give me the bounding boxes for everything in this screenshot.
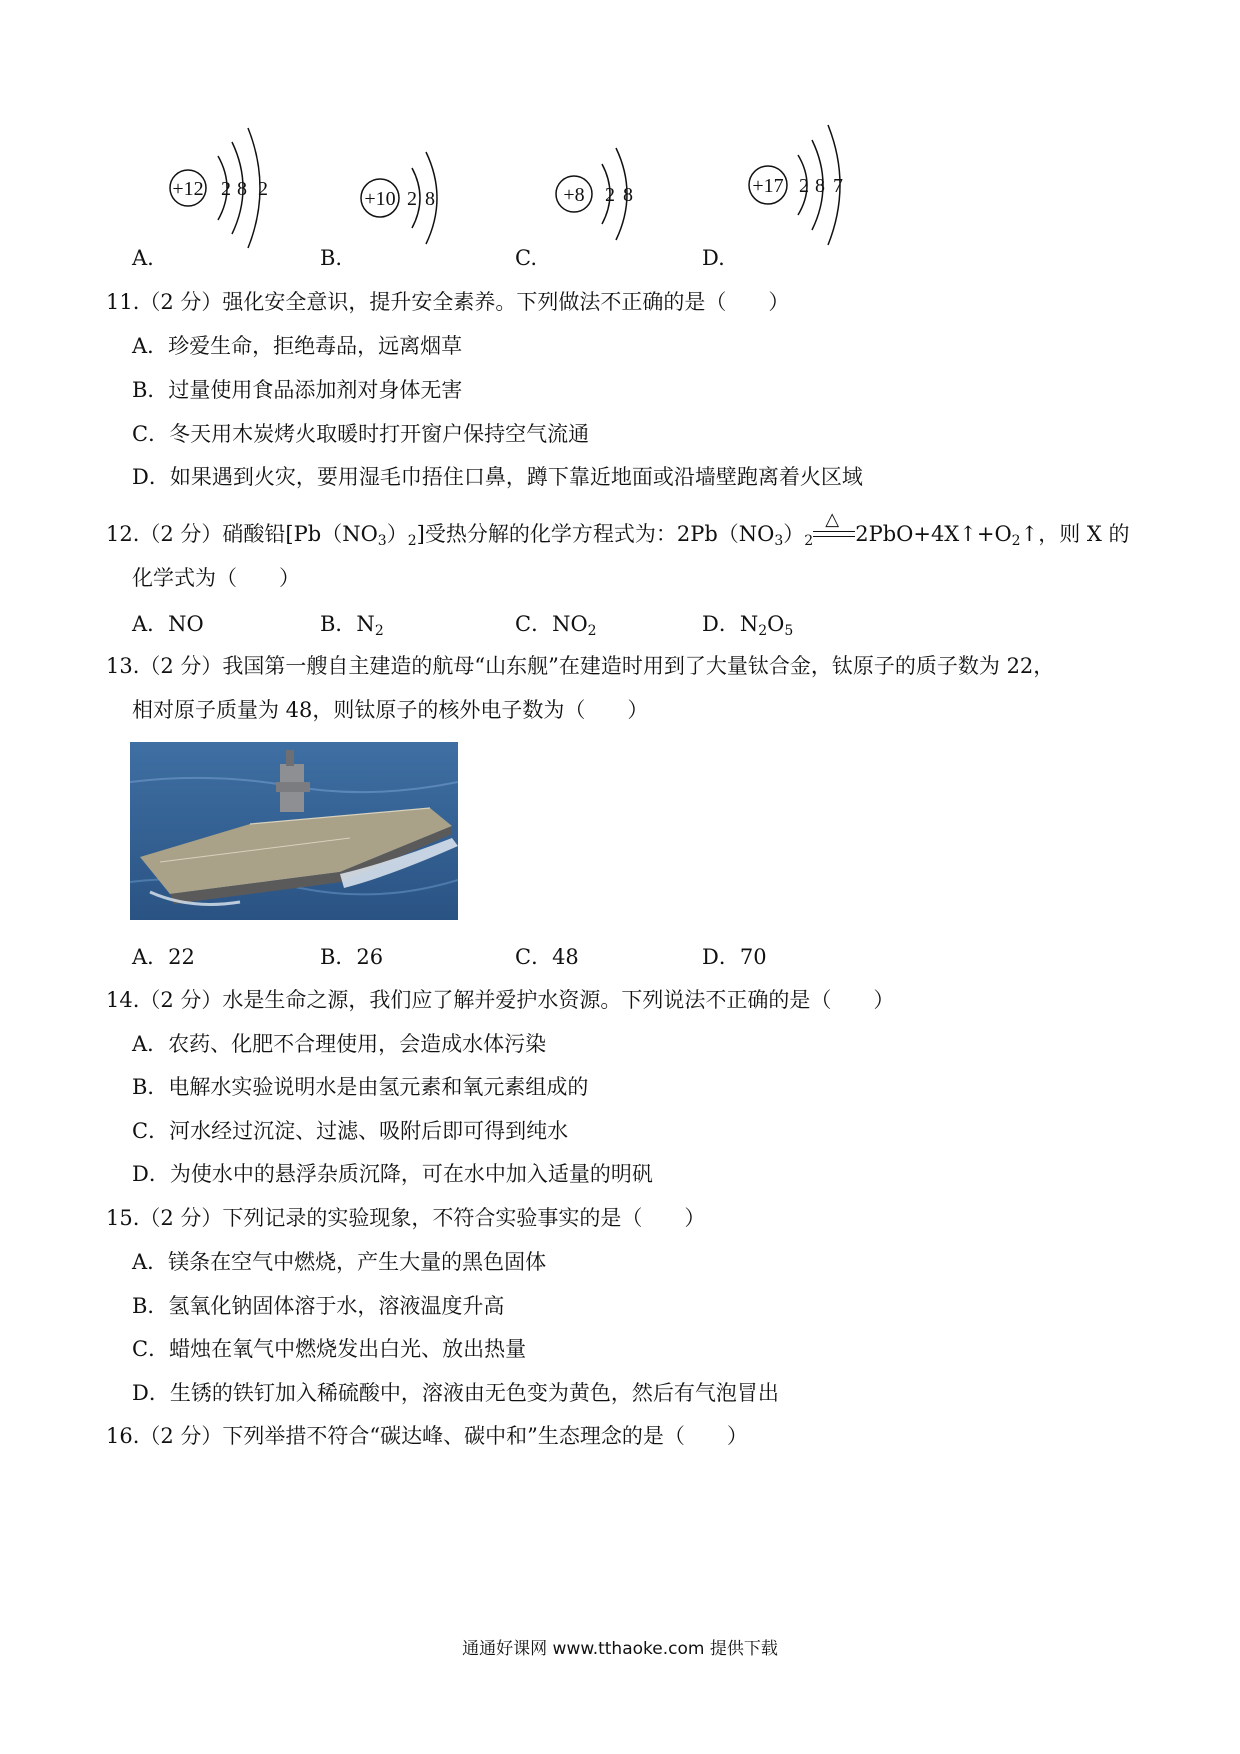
svg-text:+8: +8	[563, 184, 585, 206]
q15-option-a: A．镁条在空气中燃烧，产生大量的黑色固体	[132, 1250, 547, 1274]
q11-option-c: C．冬天用木炭烤火取暖时打开窗户保持空气流通	[132, 422, 590, 446]
q14-stem: 14.（2 分）水是生命之源，我们应了解并爱护水资源。下列说法不正确的是（ ）	[106, 988, 895, 1012]
page-footer: 通通好课网 www.tthaoke.com 提供下载	[462, 1639, 778, 1659]
q10-option-d: D.	[702, 246, 725, 270]
svg-text:2: 2	[258, 178, 268, 200]
svg-text:2: 2	[799, 175, 809, 197]
q11-option-a: A．珍爱生命，拒绝毒品，远离烟草	[132, 334, 463, 358]
q14-option-b: B．电解水实验说明水是由氢元素和氧元素组成的	[132, 1075, 589, 1099]
aircraft-carrier-photo	[130, 742, 458, 920]
q12-stem-line2: 化学式为（ ）	[132, 566, 300, 590]
svg-text:2: 2	[407, 188, 417, 210]
q10-option-c: C.	[515, 246, 537, 270]
q13-stem-line1: 13.（2 分）我国第一艘自主建造的航母“山东舰”在建造时用到了大量钛合金，钛原子的质子数为 22，	[106, 654, 1055, 678]
q11-option-b: B．过量使用食品添加剂对身体无害	[132, 378, 463, 402]
atom-diagram-a	[170, 118, 290, 262]
q12-option-a: A．NO	[132, 612, 204, 636]
svg-text:2: 2	[605, 184, 615, 206]
q16-stem: 16.（2 分）下列举措不符合“碳达峰、碳中和”生态理念的是（ ）	[106, 1424, 748, 1448]
heating-condition-arrow: △	[813, 520, 855, 548]
svg-text:+12: +12	[172, 178, 204, 200]
q13-option-c: C．48	[515, 945, 579, 969]
q13-option-a: A．22	[132, 945, 195, 969]
q14-option-c: C．河水经过沉淀、过滤、吸附后即可得到纯水	[132, 1119, 569, 1143]
q14-option-d: D．为使水中的悬浮杂质沉降，可在水中加入适量的明矾	[132, 1162, 653, 1186]
q15-option-c: C．蜡烛在氧气中燃烧发出白光、放出热量	[132, 1337, 527, 1361]
q14-option-a: A．农药、化肥不合理使用，会造成水体污染	[132, 1032, 547, 1056]
atom-diagram-b	[360, 140, 460, 264]
q13-option-d: D．70	[702, 945, 767, 969]
svg-text:2: 2	[221, 178, 231, 200]
q12-option-b: B．$N_2$	[320, 612, 384, 639]
q11-stem: 11.（2 分）强化安全意识，提升安全素养。下列做法不正确的是（ ）	[106, 290, 790, 314]
atom-diagram-d	[748, 120, 868, 254]
q15-stem: 15.（2 分）下列记录的实验现象，不符合实验事实的是（ ）	[106, 1206, 706, 1230]
q11-option-d: D．如果遇到火灾，要用湿毛巾捂住口鼻，蹲下靠近地面或沿墙壁跑离着火区域	[132, 465, 863, 489]
svg-text:8: 8	[425, 188, 435, 210]
q15-option-d: D．生锈的铁钉加入稀硫酸中，溶液由无色变为黄色，然后有气泡冒出	[132, 1381, 779, 1405]
svg-text:8: 8	[623, 184, 633, 206]
q13-option-b: B．26	[320, 945, 384, 969]
svg-text:+17: +17	[752, 175, 784, 197]
q15-option-b: B．氢氧化钠固体溶于水，溶液温度升高	[132, 1294, 505, 1318]
svg-text:8: 8	[237, 178, 247, 200]
svg-text:+10: +10	[364, 188, 396, 210]
atom-diagram-c	[556, 140, 656, 264]
svg-text:8: 8	[815, 175, 825, 197]
q13-stem-line2: 相对原子质量为 48，则钛原子的核外电子数为（ ）	[132, 698, 649, 722]
q12-option-c: C．$NO_2$	[515, 612, 597, 639]
q12-stem: 12.（2 分）硝酸铅$[Pb(NO_3)_2]$受热分解的化学方程式为：$2Pb(NO_3)_2$ △ $2PbO+4X↑+O_2↑$，则 X 的	[106, 509, 1130, 549]
q10-option-b: B.	[320, 246, 343, 270]
svg-text:7: 7	[833, 175, 843, 197]
q10-option-a: A.	[132, 246, 154, 270]
q12-option-d: D．$N_2O_5$	[702, 612, 794, 639]
